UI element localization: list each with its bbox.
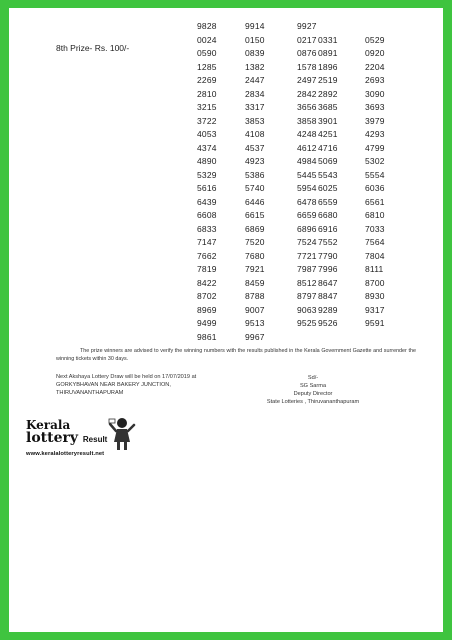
winning-number: 9063	[297, 304, 317, 315]
winning-number: 2842	[297, 88, 317, 99]
signatory-block	[253, 374, 373, 406]
winning-number: 6561	[365, 196, 385, 207]
winning-number: 7147	[197, 237, 217, 247]
kerala-lottery-result-logo	[24, 416, 144, 466]
logo-url: www.keralalotteryresult.net	[26, 451, 105, 457]
winning-number: 4053	[197, 129, 217, 139]
winning-number: 9526	[318, 318, 338, 328]
winning-number: 8969	[197, 304, 217, 315]
winning-number: 2519	[318, 75, 338, 85]
winning-number: 8930	[365, 291, 385, 301]
winning-number: 7987	[297, 264, 317, 274]
winning-number: 6439	[197, 196, 217, 207]
winning-number: 7552	[318, 237, 338, 247]
winning-number: 2892	[318, 88, 338, 99]
winning-number: 0217	[297, 34, 317, 45]
winning-number: 3215	[197, 102, 217, 112]
signatory-dept: State Lotteries , Thiruvananthapuram	[266, 399, 360, 405]
winning-number: 8459	[245, 277, 265, 288]
winning-number: 4251	[318, 129, 338, 139]
winning-number: 8512	[297, 277, 317, 288]
winning-number: 0024	[197, 34, 217, 45]
winning-number: 6869	[245, 223, 265, 234]
winning-number: 6615	[245, 210, 265, 220]
winning-number: 6659	[297, 210, 317, 220]
signatory-sd: Sd/-	[307, 375, 319, 381]
winning-number: 9513	[245, 318, 265, 328]
winning-number: 7033	[365, 223, 385, 234]
next-draw-line2: GORKYBHAVAN NEAR BAKERY JUNCTION,	[56, 381, 171, 388]
winning-number: 3317	[245, 102, 265, 112]
winning-number: 5954	[297, 183, 317, 193]
winning-number: 8700	[365, 277, 385, 288]
winning-number: 3693	[365, 102, 385, 112]
winning-number: 9591	[365, 318, 385, 328]
winning-number: 7804	[365, 250, 385, 261]
winning-number: 6446	[245, 196, 265, 207]
winning-number: 8702	[197, 291, 217, 301]
winning-number: 2693	[365, 75, 385, 85]
winning-number: 0331	[318, 34, 338, 45]
winning-number: 5329	[197, 169, 217, 180]
winning-number: 5386	[245, 169, 265, 180]
winning-number: 4248	[297, 129, 317, 139]
winning-number: 8111	[365, 264, 384, 274]
logo-result-word: Result	[82, 435, 108, 444]
winning-number: 0590	[197, 48, 217, 58]
winning-number: 8847	[318, 291, 338, 301]
winning-number: 2497	[297, 75, 317, 85]
winning-number: 5069	[318, 156, 338, 166]
winning-number: 5445	[297, 169, 317, 180]
winning-number: 2447	[245, 75, 265, 85]
winning-number: 7520	[245, 237, 265, 247]
winning-number: 9828	[197, 21, 217, 31]
winning-number: 4716	[318, 142, 338, 153]
winning-number: 8647	[318, 277, 338, 288]
next-draw-line1: Next Akshaya Lottery Draw will be held on 17/07/2019 at	[56, 374, 197, 380]
winning-number: 4612	[297, 142, 317, 153]
winning-number: 3722	[197, 115, 217, 126]
winner-notice	[56, 347, 416, 363]
winning-number: 7721	[297, 250, 317, 261]
winning-number: 6559	[318, 196, 338, 207]
winning-number: 2269	[197, 75, 217, 85]
winning-number: 0529	[365, 34, 385, 45]
winning-number: 0920	[365, 48, 385, 58]
winning-number: 9967	[245, 331, 265, 342]
winning-number: 3853	[245, 115, 265, 126]
winning-number: 4374	[197, 142, 217, 153]
winning-number: 3656	[297, 102, 317, 112]
logo-lottery-word: lottery	[26, 430, 79, 446]
winning-number: 5543	[318, 169, 338, 180]
mascot-figure-icon	[108, 416, 136, 452]
winning-number: 3979	[365, 115, 385, 126]
winning-number: 3685	[318, 102, 338, 112]
winning-number: 6916	[318, 223, 338, 234]
winning-number: 4984	[297, 156, 317, 166]
winning-number: 3858	[297, 115, 317, 126]
winning-number: 7790	[318, 250, 338, 261]
winning-number: 6036	[365, 183, 385, 193]
winning-number: 4108	[245, 129, 265, 139]
winning-number: 7524	[297, 237, 317, 247]
winning-number: 2834	[245, 88, 265, 99]
winning-number: 6810	[365, 210, 385, 220]
winning-number: 4293	[365, 129, 385, 139]
winning-number: 5554	[365, 169, 385, 180]
winning-number: 5740	[245, 183, 265, 193]
winning-number: 5616	[197, 183, 217, 193]
winning-number: 6478	[297, 196, 317, 207]
winning-number: 7680	[245, 250, 265, 261]
winning-number: 5302	[365, 156, 385, 166]
winning-number: 2810	[197, 88, 217, 99]
winning-number: 0150	[245, 34, 265, 45]
winning-number: 0839	[245, 48, 265, 58]
winning-number: 9317	[365, 304, 385, 315]
winning-number: 0891	[318, 48, 338, 58]
winning-number: 9007	[245, 304, 265, 315]
winning-number: 7921	[245, 264, 265, 274]
winning-number: 9525	[297, 318, 317, 328]
winning-number: 4537	[245, 142, 265, 153]
logo-lottery-text	[26, 430, 107, 446]
notice-text: The prize winners are advised to verify the winning numbers with the results published in the Kerala Government Gazette and surrender the winning tickets within 30 days.	[56, 348, 416, 362]
winning-number: 2204	[365, 61, 385, 72]
winning-number: 9927	[297, 21, 317, 31]
winning-number: 1382	[245, 61, 265, 72]
winning-number: 7819	[197, 264, 217, 274]
winning-number: 1896	[318, 61, 338, 72]
next-draw-line3: THIRUVANANTHAPURAM	[56, 389, 124, 396]
winning-number: 8788	[245, 291, 265, 301]
winning-number: 4890	[197, 156, 217, 166]
winning-number: 1578	[297, 61, 317, 72]
winning-number: 3901	[318, 115, 338, 126]
winning-number: 9499	[197, 318, 217, 328]
winning-number: 3090	[365, 88, 385, 99]
winning-number: 8422	[197, 277, 217, 288]
signatory-title: Deputy Director	[293, 391, 333, 397]
winning-number: 0876	[297, 48, 317, 58]
winning-number: 6833	[197, 223, 217, 234]
prize-label: 8th Prize- Rs. 100/-	[56, 43, 130, 53]
logo-kerala-text: Kerala	[26, 418, 71, 432]
signatory-name: SG Sarma	[299, 383, 327, 389]
winning-number: 6680	[318, 210, 338, 220]
winning-number: 7662	[197, 250, 217, 261]
winning-number: 6025	[318, 183, 338, 193]
winning-number: 8797	[297, 291, 317, 301]
winning-number: 9861	[197, 331, 217, 342]
winning-number: 1285	[197, 61, 217, 72]
winning-number: 4799	[365, 142, 385, 153]
winning-number: 9914	[245, 21, 265, 31]
winning-number: 6896	[297, 223, 317, 234]
winning-number: 7564	[365, 237, 385, 247]
winning-number: 9289	[318, 304, 338, 315]
winning-number: 6608	[197, 210, 217, 220]
winning-number: 4923	[245, 156, 265, 166]
winning-number: 7996	[318, 264, 338, 274]
next-draw-info	[56, 374, 246, 397]
result-page	[9, 8, 443, 632]
